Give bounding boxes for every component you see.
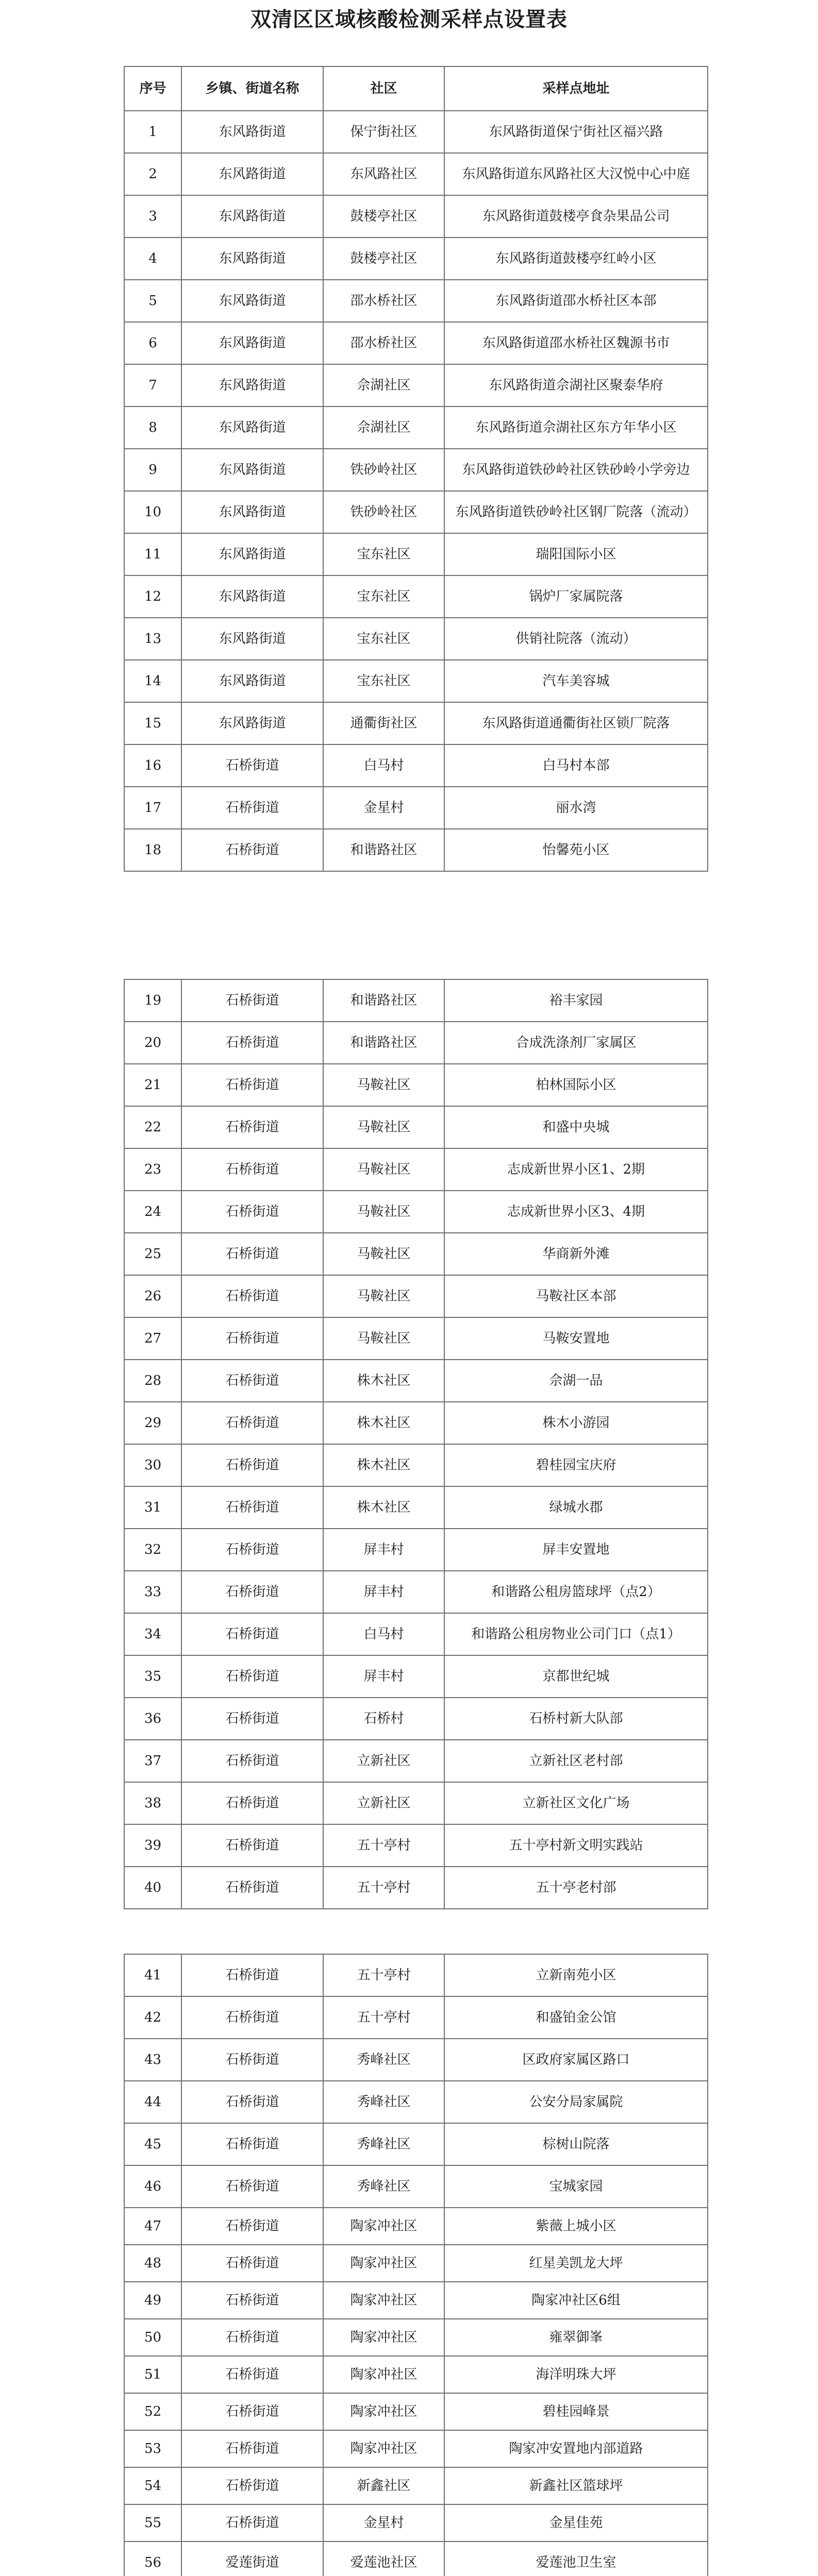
cell-street: 石桥街道	[181, 2504, 323, 2541]
cell-street: 石桥街道	[181, 1529, 323, 1571]
cell-street: 东风路街道	[181, 280, 323, 322]
table-row	[124, 2541, 708, 2576]
cell-street: 石桥街道	[181, 1655, 323, 1698]
cell-street: 东风路街道	[181, 660, 323, 702]
cell-address: 马鞍安置地	[444, 1317, 708, 1360]
cell-street: 石桥街道	[181, 1740, 323, 1782]
cell-street: 石桥街道	[181, 979, 323, 1022]
cell-index: 31	[124, 1486, 181, 1529]
cell-address: 佘湖一品	[444, 1360, 708, 1402]
cell-street: 石桥街道	[181, 1782, 323, 1824]
cell-index: 23	[124, 1148, 181, 1191]
sampling-table-part-1	[124, 66, 708, 872]
cell-community: 陶家冲社区	[323, 2430, 444, 2467]
cell-address: 五十亭村新文明实践站	[444, 1824, 708, 1867]
cell-index: 5	[124, 280, 181, 322]
cell-address: 红星美凯龙大坪	[444, 2245, 708, 2282]
table-row	[124, 1402, 708, 1444]
cell-street: 石桥街道	[181, 1571, 323, 1613]
cell-index: 21	[124, 1064, 181, 1106]
table-row	[124, 829, 708, 871]
cell-street: 东风路街道	[181, 618, 323, 660]
cell-street: 石桥街道	[181, 1022, 323, 1064]
cell-address: 立新社区文化广场	[444, 1782, 708, 1824]
cell-address: 东风路街道铁砂岭社区钢厂院落（流动）	[444, 491, 708, 533]
cell-community: 宝东社区	[323, 660, 444, 702]
table-row	[124, 1191, 708, 1233]
cell-street: 石桥街道	[181, 1613, 323, 1655]
cell-street: 石桥街道	[181, 1486, 323, 1529]
table-row	[124, 2208, 708, 2245]
cell-index: 49	[124, 2282, 181, 2319]
cell-address: 柏林国际小区	[444, 1064, 708, 1106]
cell-street: 石桥街道	[181, 1106, 323, 1148]
cell-address: 和盛中央城	[444, 1106, 708, 1148]
cell-street: 石桥街道	[181, 2319, 323, 2356]
cell-community: 铁砂岭社区	[323, 491, 444, 533]
cell-community: 屏丰村	[323, 1571, 444, 1613]
cell-street: 石桥街道	[181, 744, 323, 787]
table-row	[124, 1106, 708, 1148]
cell-address: 东风路街道佘湖社区聚泰华府	[444, 364, 708, 406]
cell-community: 陶家冲社区	[323, 2319, 444, 2356]
table-row	[124, 1655, 708, 1698]
cell-index: 27	[124, 1317, 181, 1360]
table-row	[124, 1064, 708, 1106]
cell-community: 立新社区	[323, 1740, 444, 1782]
table-row	[124, 575, 708, 618]
cell-address: 爱莲池卫生室	[444, 2541, 708, 2576]
cell-community: 马鞍社区	[323, 1233, 444, 1275]
cell-index: 30	[124, 1444, 181, 1486]
cell-street: 东风路街道	[181, 702, 323, 744]
table-row	[124, 406, 708, 449]
cell-address: 志成新世界小区1、2期	[444, 1148, 708, 1191]
cell-street: 石桥街道	[181, 1954, 323, 1996]
cell-index: 35	[124, 1655, 181, 1698]
cell-community: 屏丰村	[323, 1655, 444, 1698]
cell-index: 42	[124, 1996, 181, 2039]
cell-community: 宝东社区	[323, 575, 444, 618]
cell-community: 和谐路社区	[323, 829, 444, 871]
cell-address: 东风路街道东风路社区大汉悦中心中庭	[444, 153, 708, 195]
table-row	[124, 1824, 708, 1867]
cell-street: 石桥街道	[181, 2208, 323, 2245]
cell-street: 石桥街道	[181, 1360, 323, 1402]
table-row	[124, 1275, 708, 1317]
cell-community: 陶家冲社区	[323, 2245, 444, 2282]
cell-community: 株木社区	[323, 1486, 444, 1529]
cell-community: 马鞍社区	[323, 1148, 444, 1191]
table-row	[124, 1360, 708, 1402]
cell-street: 石桥街道	[181, 787, 323, 829]
table-row	[124, 1867, 708, 1909]
cell-community: 邵水桥社区	[323, 322, 444, 364]
cell-community: 五十亭村	[323, 1996, 444, 2039]
cell-index: 52	[124, 2393, 181, 2430]
table-row	[124, 1996, 708, 2039]
cell-street: 东风路街道	[181, 533, 323, 575]
table-row	[124, 364, 708, 406]
cell-community: 马鞍社区	[323, 1317, 444, 1360]
table-row	[124, 2356, 708, 2393]
cell-street: 石桥街道	[181, 1698, 323, 1740]
cell-community: 鼓楼亭社区	[323, 238, 444, 280]
cell-address: 华商新外滩	[444, 1233, 708, 1275]
cell-community: 秀峰社区	[323, 2165, 444, 2208]
cell-index: 48	[124, 2245, 181, 2282]
table-row	[124, 2319, 708, 2356]
table-row	[124, 979, 708, 1022]
cell-street: 石桥街道	[181, 1996, 323, 2039]
cell-street: 石桥街道	[181, 2467, 323, 2504]
cell-address: 东风路街道通衢街社区锁厂院落	[444, 702, 708, 744]
cell-index: 54	[124, 2467, 181, 2504]
cell-community: 立新社区	[323, 1782, 444, 1824]
cell-index: 3	[124, 195, 181, 238]
cell-index: 13	[124, 618, 181, 660]
cell-street: 石桥街道	[181, 1867, 323, 1909]
cell-address: 碧桂园峰景	[444, 2393, 708, 2430]
table-row	[124, 1740, 708, 1782]
cell-index: 10	[124, 491, 181, 533]
table-row	[124, 2282, 708, 2319]
table-row	[124, 2081, 708, 2123]
cell-street: 石桥街道	[181, 2081, 323, 2123]
cell-address: 石桥村新大队部	[444, 1698, 708, 1740]
header-street: 乡镇、街道名称	[181, 66, 323, 111]
cell-street: 石桥街道	[181, 2393, 323, 2430]
cell-community: 金星村	[323, 787, 444, 829]
table-row	[124, 660, 708, 702]
cell-address: 棕树山院落	[444, 2123, 708, 2165]
cell-address: 和谐路公租房物业公司门口（点1）	[444, 1613, 708, 1655]
table-row	[124, 744, 708, 787]
cell-street: 东风路街道	[181, 238, 323, 280]
cell-street: 石桥街道	[181, 1275, 323, 1317]
cell-address: 东风路街道铁砂岭社区铁砂岭小学旁边	[444, 449, 708, 491]
cell-index: 2	[124, 153, 181, 195]
cell-index: 19	[124, 979, 181, 1022]
cell-address: 雍翠御峯	[444, 2319, 708, 2356]
cell-community: 保宁街社区	[323, 111, 444, 153]
cell-community: 马鞍社区	[323, 1106, 444, 1148]
cell-street: 石桥街道	[181, 2245, 323, 2282]
table-row	[124, 1022, 708, 1064]
cell-community: 邵水桥社区	[323, 280, 444, 322]
cell-index: 41	[124, 1954, 181, 1996]
cell-address: 瑞阳国际小区	[444, 533, 708, 575]
cell-index: 17	[124, 787, 181, 829]
cell-address: 新鑫社区篮球坪	[444, 2467, 708, 2504]
cell-community: 东风路社区	[323, 153, 444, 195]
cell-index: 44	[124, 2081, 181, 2123]
cell-address: 公安分局家属院	[444, 2081, 708, 2123]
cell-index: 6	[124, 322, 181, 364]
header-community: 社区	[323, 66, 444, 111]
cell-street: 爱莲街道	[181, 2541, 323, 2576]
cell-address: 五十亭老村部	[444, 1867, 708, 1909]
table-header-row	[124, 66, 708, 111]
table-row	[124, 238, 708, 280]
cell-community: 佘湖社区	[323, 364, 444, 406]
cell-address: 东风路街道佘湖社区东方年华小区	[444, 406, 708, 449]
table-row	[124, 1486, 708, 1529]
cell-street: 石桥街道	[181, 2165, 323, 2208]
cell-street: 石桥街道	[181, 2356, 323, 2393]
table-row	[124, 2245, 708, 2282]
table-row	[124, 2430, 708, 2467]
cell-index: 28	[124, 1360, 181, 1402]
header-index: 序号	[124, 66, 181, 111]
cell-street: 东风路街道	[181, 153, 323, 195]
cell-street: 石桥街道	[181, 2039, 323, 2081]
cell-street: 东风路街道	[181, 195, 323, 238]
cell-index: 18	[124, 829, 181, 871]
cell-address: 金星佳苑	[444, 2504, 708, 2541]
cell-address: 东风路街道保宁街社区福兴路	[444, 111, 708, 153]
cell-index: 46	[124, 2165, 181, 2208]
cell-address: 区政府家属区路口	[444, 2039, 708, 2081]
table-row	[124, 2039, 708, 2081]
cell-community: 马鞍社区	[323, 1064, 444, 1106]
table-row	[124, 2123, 708, 2165]
cell-street: 石桥街道	[181, 1233, 323, 1275]
cell-street: 东风路街道	[181, 111, 323, 153]
cell-index: 25	[124, 1233, 181, 1275]
cell-index: 53	[124, 2430, 181, 2467]
cell-street: 石桥街道	[181, 1148, 323, 1191]
cell-community: 新鑫社区	[323, 2467, 444, 2504]
cell-address: 屏丰安置地	[444, 1529, 708, 1571]
cell-index: 15	[124, 702, 181, 744]
cell-address: 志成新世界小区3、4期	[444, 1191, 708, 1233]
cell-street: 东风路街道	[181, 322, 323, 364]
table-row	[124, 1613, 708, 1655]
cell-address: 东风路街道邵水桥社区魏源书市	[444, 322, 708, 364]
cell-address: 立新社区老村部	[444, 1740, 708, 1782]
cell-index: 34	[124, 1613, 181, 1655]
cell-address: 陶家冲社区6组	[444, 2282, 708, 2319]
cell-address: 东风路街道邵水桥社区本部	[444, 280, 708, 322]
cell-street: 石桥街道	[181, 2123, 323, 2165]
table-row	[124, 449, 708, 491]
cell-community: 五十亭村	[323, 1824, 444, 1867]
table-row	[124, 1782, 708, 1824]
cell-index: 45	[124, 2123, 181, 2165]
cell-index: 39	[124, 1824, 181, 1867]
cell-address: 东风路街道鼓楼亭红岭小区	[444, 238, 708, 280]
cell-address: 丽水湾	[444, 787, 708, 829]
table-row	[124, 2504, 708, 2541]
cell-address: 株木小游园	[444, 1402, 708, 1444]
cell-street: 东风路街道	[181, 575, 323, 618]
cell-address: 宝城家园	[444, 2165, 708, 2208]
cell-community: 株木社区	[323, 1402, 444, 1444]
cell-index: 4	[124, 238, 181, 280]
cell-address: 裕丰家园	[444, 979, 708, 1022]
cell-community: 佘湖社区	[323, 406, 444, 449]
table-row	[124, 787, 708, 829]
cell-index: 29	[124, 1402, 181, 1444]
cell-address: 东风路街道鼓楼亭食杂果品公司	[444, 195, 708, 238]
cell-address: 海洋明珠大坪	[444, 2356, 708, 2393]
cell-street: 石桥街道	[181, 829, 323, 871]
sampling-table-part-2	[124, 979, 708, 1909]
cell-community: 陶家冲社区	[323, 2393, 444, 2430]
cell-index: 1	[124, 111, 181, 153]
cell-street: 石桥街道	[181, 1064, 323, 1106]
cell-street: 石桥街道	[181, 1402, 323, 1444]
cell-street: 石桥街道	[181, 1444, 323, 1486]
cell-address: 京都世纪城	[444, 1655, 708, 1698]
table-row	[124, 322, 708, 364]
table-row	[124, 1698, 708, 1740]
table-row	[124, 702, 708, 744]
cell-community: 秀峰社区	[323, 2123, 444, 2165]
cell-address: 怡馨苑小区	[444, 829, 708, 871]
cell-street: 东风路街道	[181, 491, 323, 533]
cell-street: 石桥街道	[181, 1317, 323, 1360]
cell-community: 株木社区	[323, 1360, 444, 1402]
table-row	[124, 2393, 708, 2430]
cell-index: 55	[124, 2504, 181, 2541]
cell-index: 12	[124, 575, 181, 618]
table-row	[124, 2165, 708, 2208]
cell-community: 屏丰村	[323, 1529, 444, 1571]
cell-street: 石桥街道	[181, 1824, 323, 1867]
cell-address: 紫薇上城小区	[444, 2208, 708, 2245]
cell-community: 鼓楼亭社区	[323, 195, 444, 238]
cell-street: 石桥街道	[181, 2282, 323, 2319]
cell-community: 白马村	[323, 744, 444, 787]
cell-community: 秀峰社区	[323, 2039, 444, 2081]
cell-community: 秀峰社区	[323, 2081, 444, 2123]
table-row	[124, 153, 708, 195]
cell-community: 陶家冲社区	[323, 2208, 444, 2245]
cell-address: 立新南苑小区	[444, 1954, 708, 1996]
cell-index: 36	[124, 1698, 181, 1740]
cell-index: 38	[124, 1782, 181, 1824]
table-row	[124, 1148, 708, 1191]
cell-index: 47	[124, 2208, 181, 2245]
table-row	[124, 280, 708, 322]
cell-address: 合成洗涤剂厂家属区	[444, 1022, 708, 1064]
cell-street: 东风路街道	[181, 364, 323, 406]
cell-index: 56	[124, 2541, 181, 2576]
cell-address: 和谐路公租房篮球坪（点2）	[444, 1571, 708, 1613]
cell-community: 石桥村	[323, 1698, 444, 1740]
cell-community: 和谐路社区	[323, 979, 444, 1022]
cell-index: 14	[124, 660, 181, 702]
header-address: 采样点地址	[444, 66, 708, 111]
cell-street: 石桥街道	[181, 2430, 323, 2467]
cell-address: 锅炉厂家属院落	[444, 575, 708, 618]
cell-community: 宝东社区	[323, 533, 444, 575]
cell-index: 26	[124, 1275, 181, 1317]
cell-street: 东风路街道	[181, 449, 323, 491]
cell-index: 11	[124, 533, 181, 575]
table-row	[124, 195, 708, 238]
cell-index: 40	[124, 1867, 181, 1909]
cell-index: 9	[124, 449, 181, 491]
table-row	[124, 533, 708, 575]
cell-community: 和谐路社区	[323, 1022, 444, 1064]
page-title: 双清区区域核酸检测采样点设置表	[251, 8, 567, 31]
cell-index: 37	[124, 1740, 181, 1782]
cell-index: 20	[124, 1022, 181, 1064]
cell-index: 32	[124, 1529, 181, 1571]
table-row	[124, 1529, 708, 1571]
cell-community: 株木社区	[323, 1444, 444, 1486]
cell-community: 铁砂岭社区	[323, 449, 444, 491]
cell-address: 白马村本部	[444, 744, 708, 787]
table-row	[124, 1444, 708, 1486]
sampling-table-part-3	[124, 1954, 708, 2576]
cell-index: 43	[124, 2039, 181, 2081]
cell-community: 陶家冲社区	[323, 2282, 444, 2319]
table-row	[124, 111, 708, 153]
cell-community: 爱莲池社区	[323, 2541, 444, 2576]
table-row	[124, 491, 708, 533]
cell-community: 宝东社区	[323, 618, 444, 660]
cell-address: 绿城水郡	[444, 1486, 708, 1529]
table-row	[124, 2467, 708, 2504]
cell-street: 石桥街道	[181, 1191, 323, 1233]
cell-address: 和盛铂金公馆	[444, 1996, 708, 2039]
cell-community: 五十亭村	[323, 1954, 444, 1996]
cell-street: 东风路街道	[181, 406, 323, 449]
cell-index: 16	[124, 744, 181, 787]
cell-index: 8	[124, 406, 181, 449]
cell-index: 22	[124, 1106, 181, 1148]
table-row	[124, 1954, 708, 1996]
cell-index: 24	[124, 1191, 181, 1233]
table-row	[124, 1317, 708, 1360]
cell-index: 7	[124, 364, 181, 406]
cell-address: 供销社院落（流动）	[444, 618, 708, 660]
table-row	[124, 1571, 708, 1613]
cell-index: 51	[124, 2356, 181, 2393]
cell-community: 金星村	[323, 2504, 444, 2541]
cell-address: 碧桂园宝庆府	[444, 1444, 708, 1486]
cell-address: 汽车美容城	[444, 660, 708, 702]
cell-address: 陶家冲安置地内部道路	[444, 2430, 708, 2467]
cell-community: 白马村	[323, 1613, 444, 1655]
cell-community: 马鞍社区	[323, 1275, 444, 1317]
cell-index: 50	[124, 2319, 181, 2356]
table-row	[124, 1233, 708, 1275]
cell-community: 通衢街社区	[323, 702, 444, 744]
cell-community: 五十亭村	[323, 1867, 444, 1909]
table-row	[124, 618, 708, 660]
cell-address: 马鞍社区本部	[444, 1275, 708, 1317]
cell-community: 陶家冲社区	[323, 2356, 444, 2393]
cell-index: 33	[124, 1571, 181, 1613]
cell-community: 马鞍社区	[323, 1191, 444, 1233]
